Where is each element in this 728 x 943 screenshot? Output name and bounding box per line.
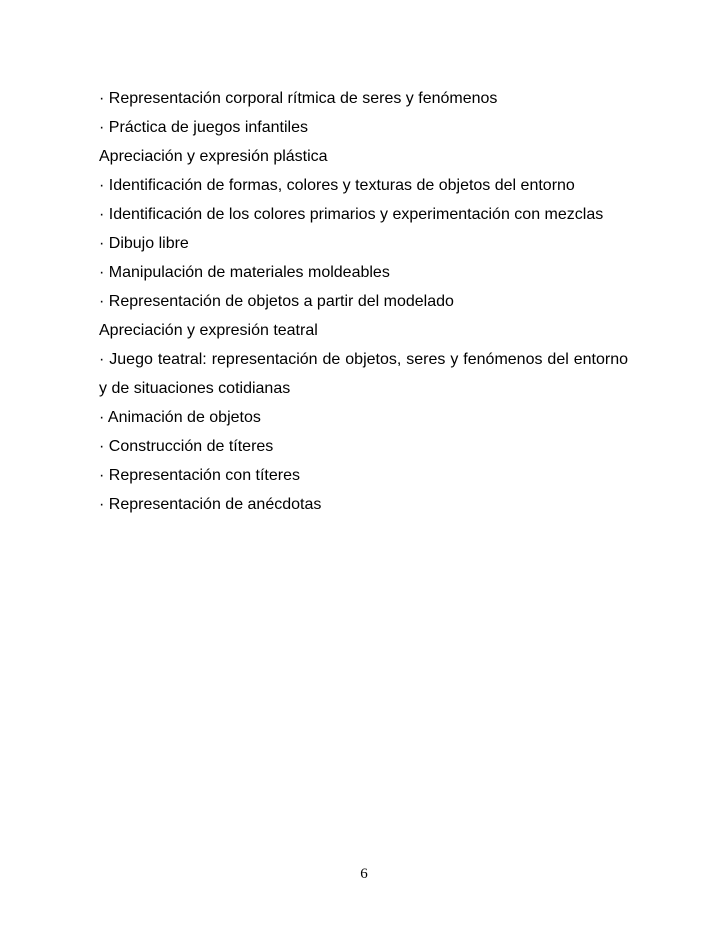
list-item: · Dibujo libre	[99, 235, 189, 252]
section-heading: Apreciación y expresión plástica	[99, 148, 328, 165]
list-item: · Práctica de juegos infantiles	[99, 119, 308, 136]
list-item: · Construcción de títeres	[99, 438, 274, 455]
list-item: · Representación con títeres	[99, 467, 300, 484]
list-item: · Representación corporal rítmica de seres y fenómenos	[99, 90, 498, 107]
list-item: · Animación de objetos	[99, 409, 261, 426]
list-item: · Manipulación de materiales moldeables	[99, 264, 390, 281]
document-body	[99, 84, 628, 519]
list-item-wrapped: · Juego teatral: representación de objetos, seres y fenómenos del entorno y de situaciones cotidianas	[99, 351, 628, 397]
list-item: · Representación de objetos a partir del modelado	[99, 293, 454, 310]
list-item: · Identificación de los colores primarios y experimentación con mezclas	[99, 206, 604, 223]
list-item: · Identificación de formas, colores y texturas de objetos del entorno	[99, 177, 575, 194]
section-heading: Apreciación y expresión teatral	[99, 322, 318, 339]
page-number: 6	[360, 866, 368, 882]
list-item: · Representación de anécdotas	[99, 496, 322, 513]
